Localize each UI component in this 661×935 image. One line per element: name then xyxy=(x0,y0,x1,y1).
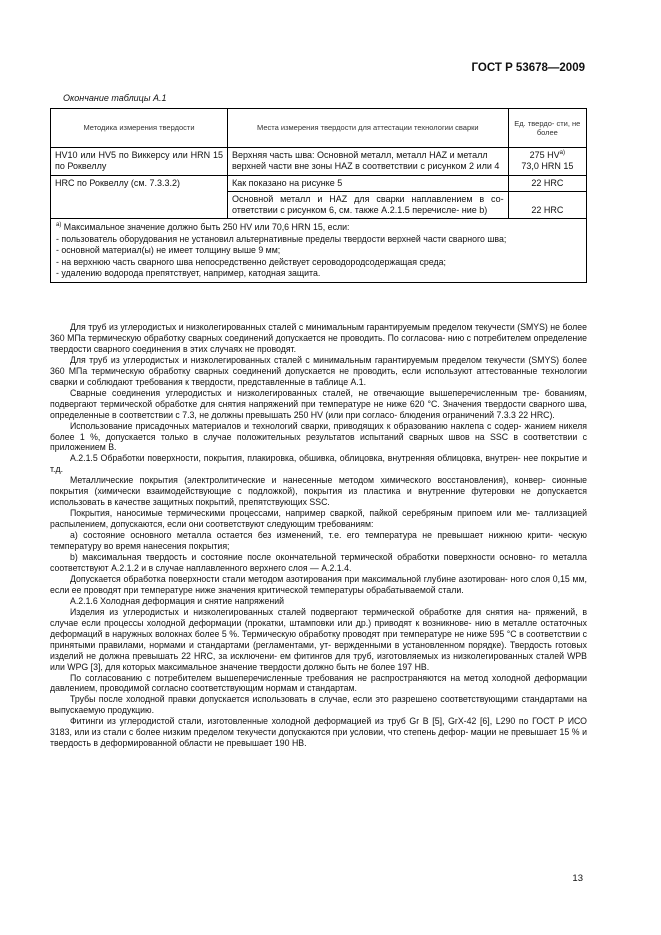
paragraph: Изделия из углеродистых и низколегированных сталей подвергают термической обработке для снятия на- пряжений, в случае если процессы холодной деформации (прокатки, штамповки или др.) приводят к возникнове- нию в металле остаточных деформаций в наружных волокнах более 5 %. Термическую обработку проводят при температуре не ниже 595 °С в соответствии с принятыми правилами, нормами и стандартами (регламентами, ут- вержденными в установленном порядке). Твердость готовых изделий не должна превышать 22 HRC, за исключени- ем фитингов для труб, изготовляемых из низколегированных сталей WPB или WPG [3], для которых максимальное значение твердости должно быть не более 197 HB. xyxy=(50,606,587,672)
list-item: a) состояние основного металла остается без изменений, т.е. его температура не превышает нижнюю крити- ческую температуру во время нанесения покрытия; xyxy=(50,530,587,552)
section-heading: А.2.1.5 Обработки поверхности, покрытия, плакировка, обшивка, облицовка, внутренняя облицовка, внутрен- нее покрытие и т.д. xyxy=(50,453,587,475)
table-cell-value: 22 HRC xyxy=(508,175,586,191)
table-cell-location: Как показано на рисунке 5 xyxy=(227,175,508,191)
table-cell-location: Верхняя часть шва: Основной металл, металл HAZ и металл верхней части вне зоны HAZ в соответствии с рисунком 2 или 4 xyxy=(227,148,508,176)
table-cell-location: Основной металл и HAZ для сварки наплавлением в со- ответствии с рисунком 6, см. также А.2.1.5 перечисле- ние b) xyxy=(227,191,508,219)
paragraph: Для труб из углеродистых и низколегированных сталей с минимальным гарантируемым пределом текучести (SMYS) не более 360 МПа термическую обработку сварных соединений допускается не проводить. По согласова- нию с потребителем определение твердости сварного соединения в этих случаях не проводят. xyxy=(50,322,587,354)
paragraph: Металлические покрытия (электролитические и нанесенные методом химического восстановления), конвер- сионные покрытия (химически взаимодействующие с подложкой), покрытия из пластика и внутренние футеровки не допускается использовать в качестве защитных покрытий, препятствующих SSC. xyxy=(50,475,587,508)
footnote-marker: a) xyxy=(56,222,62,229)
table-cell-value xyxy=(508,148,586,176)
page-number: 13 xyxy=(572,873,583,884)
note-line: - основной материал(ы) не имеет толщину выше 9 мм; xyxy=(56,245,281,256)
table-row xyxy=(51,175,587,191)
hardness-table xyxy=(50,108,587,283)
section-heading: А.2.1.6 Холодная деформация и снятие напряжений xyxy=(70,595,285,606)
table-row xyxy=(51,148,587,176)
value-hrn: 73,0 HRN 15 xyxy=(521,161,574,172)
table-cell-value: 22 HRC xyxy=(508,191,586,219)
value-hv: 275 HV xyxy=(529,150,560,160)
note-line: - удалению водорода препятствует, например, катодная защита. xyxy=(56,267,321,278)
note-line: - пользователь оборудования не установил альтернативные пределы твердости верхней части сварного шва; xyxy=(56,233,507,244)
footnote-marker: a) xyxy=(559,150,566,156)
paragraph: Сварные соединения углеродистых и низколегированных сталей, не отвечающие вышеперечисленным тре- бованиям, подвергают термической обработке для снятия напряжений при температуре не ниже 620 °С. Значения твердости сварного шва, определенные в соответствии с 7.3, не должны превышать 250 HV (или при согласо- блюдения ограничений 7.3.3 22 HRC). xyxy=(50,387,587,420)
column-header-method: Методика измерения твердости xyxy=(51,109,228,148)
paragraph: Допускается обработка поверхности стали методом азотирования при максимальной глубине азотирован- ного слоя 0,15 мм, если ее проводят при температуре ниже значения критической температуры обрабатываемой стали. xyxy=(50,573,587,595)
column-header-value: Ед. твердо- сти, не более xyxy=(508,109,586,148)
note-line: $^{a)}$ Максимальное значение должно быть 250 HV или 70,6 HRN 15, если: xyxy=(56,222,350,233)
table-caption: Окончание таблицы А.1 xyxy=(63,93,167,103)
list-item: b) максимальная твердость и состояние после окончательной термической обработки поверхности основно- го металла соответствуют А.2.1.2 и в случае наплавленного верхнего слоя — А.2.1.4. xyxy=(50,552,587,573)
body-text xyxy=(50,322,587,749)
table-notes xyxy=(51,219,587,283)
note-line: - на верхнюю часть сварного шва непосредственно действует сероводородсодержащая среда; xyxy=(56,256,446,267)
table-notes-row xyxy=(51,219,587,283)
paragraph: Покрытия, наносимые термическими процессами, например сваркой, пайкой серебряным припоем или ме- таллизацией распылением, допускаются, если они соответствуют следующим требованиям: xyxy=(50,508,587,530)
table-cell-method: HV10 или HV5 по Виккерсу или HRN 15 по Роквеллу xyxy=(51,148,228,176)
paragraph: Для труб из углеродистых и низколегированных сталей с минимальным гарантируемым пределом текучести (SMYS) более 360 МПа термическую обработку сварных соединений допускается не проводить, если используют аттестованные технологии сварки и соблюдают требования к твердости, представленные в таблице А.1. xyxy=(50,354,587,387)
paragraph: По согласованию с потребителем вышеперечисленные требования не распространяются на метод холодной деформации давлением, проводимой согласно соответствующим нормам и стандартам. xyxy=(50,672,587,694)
column-header-location: Места измерения твердости для аттестации технологии сварки xyxy=(227,109,508,148)
paragraph: Трубы после холодной правки допускается использовать в случае, если это разрешено соответствующими стандартами на выпускаемую продукцию. xyxy=(50,694,587,716)
table-header-row xyxy=(51,109,587,148)
document-code: ГОСТ Р 53678—2009 xyxy=(471,62,585,74)
table-cell-method: HRC по Роквеллу (см. 7.3.3.2) xyxy=(51,175,228,219)
paragraph: Фитинги из углеродистой стали, изготовленные холодной деформацией из труб Gr B [5], GrX-42 [6], L290 по ГОСТ Р ИСО 3183, или из стали с более низким пределом текучести допускаются при условии, что степень дефор- мации не превышает 15 % и твердость в деформированной области не превышает 190 HB. xyxy=(50,716,587,749)
paragraph: Использование присадочных материалов и технологий сварки, приводящих к образованию наклепа с содер- жанием никеля более 1 %, допускается только в случае положительных результатов испытаний сварных швов на SSC в соответствии с приложением В. xyxy=(50,420,587,453)
